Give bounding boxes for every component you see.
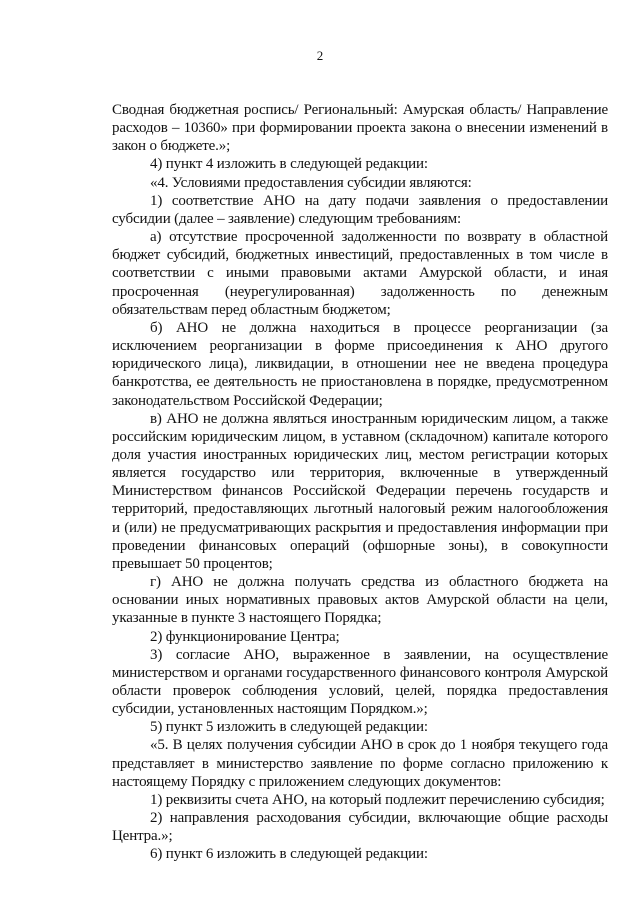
paragraph-section-4-heading: «4. Условиями предоставления субсидии являются:	[150, 174, 472, 191]
paragraph-condition-3: 3) согласие АНО, выраженное в заявлении, на осуществление министерством и органами государственного финансового контроля Амурской области проверок соблюдения условий, целей, порядка предоставления субсидии, установленных настоящим Порядком.»;	[112, 646, 608, 718]
paragraph-document-1: 1) реквизиты счета АНО, на который подлежит перечислению субсидия;	[150, 791, 605, 808]
paragraph-section-5-text: «5. В целях получения субсидии АНО в срок до 1 ноября текущего года представляет в министерство заявление по форме согласно приложению к настоящему Порядку с приложением следующих документов:	[112, 737, 608, 790]
paragraph-subitem-b: б) АНО не должна находиться в процессе реорганизации (за исключением реорганизации в форме присоединения к АНО другого юридического лица), ликвидации, в отношении нее не введена процедура банкротства, ее деятельность не приостановлена в порядке, предусмотренном законодательством Российской Федерации;	[112, 319, 608, 409]
document-body	[112, 101, 608, 864]
paragraph-subitem-v: в) АНО не должна являться иностранным юридическим лицом, а также российским юридическим лицом, в уставном (складочном) капитале которого доля участия иностранных юридических лиц, местом регистрации которых является государство или территория, включенные в утвержденный Министерством финансов Российской Федерации перечень государств и территорий, предоставляющих льготный налоговый режим налогообложения и (или) не предусматривающих раскрытия и предоставления информации при проведении финансовых операций (офшорные зоны), в совокупности превышает 50 процентов;	[112, 410, 608, 572]
paragraph-condition-1: 1) соответствие АНО на дату подачи заявления о предоставлении субсидии (далее – заявление) следующим требованиям:	[112, 192, 608, 227]
paragraph-subitem-a: а) отсутствие просроченной задолженности по возврату в областной бюджет субсидий, бюджетных инвестиций, предоставленных в том числе в соответствии с иными правовыми актами Амурской области, и иная просроченная (неурегулированная) задолженность по денежным обязательствам перед областным бюджетом;	[112, 229, 608, 318]
paragraph-continuation: Сводная бюджетная роспись/ Региональный: Амурская область/ Направление расходов – 10360» при формировании проекта закона о внесении изменений в закон о бюджете.»;	[112, 102, 608, 155]
paragraph-item-4: 4) пункт 4 изложить в следующей редакции:	[150, 156, 428, 173]
paragraph-condition-2: 2) функционирование Центра;	[150, 628, 340, 645]
page-number: 2	[316, 48, 324, 63]
paragraph-subitem-g: г) АНО не должна получать средства из областного бюджета на основании иных нормативных правовых актов Амурской области на цели, указанные в пункте 3 настоящего Порядка;	[112, 574, 608, 627]
paragraph-item-5: 5) пункт 5 изложить в следующей редакции:	[150, 719, 428, 736]
paragraph-document-2: 2) направления расходования субсидии, включающие общие расходы Центра.»;	[112, 810, 608, 845]
paragraph-item-6: 6) пункт 6 изложить в следующей редакции:	[150, 846, 428, 863]
